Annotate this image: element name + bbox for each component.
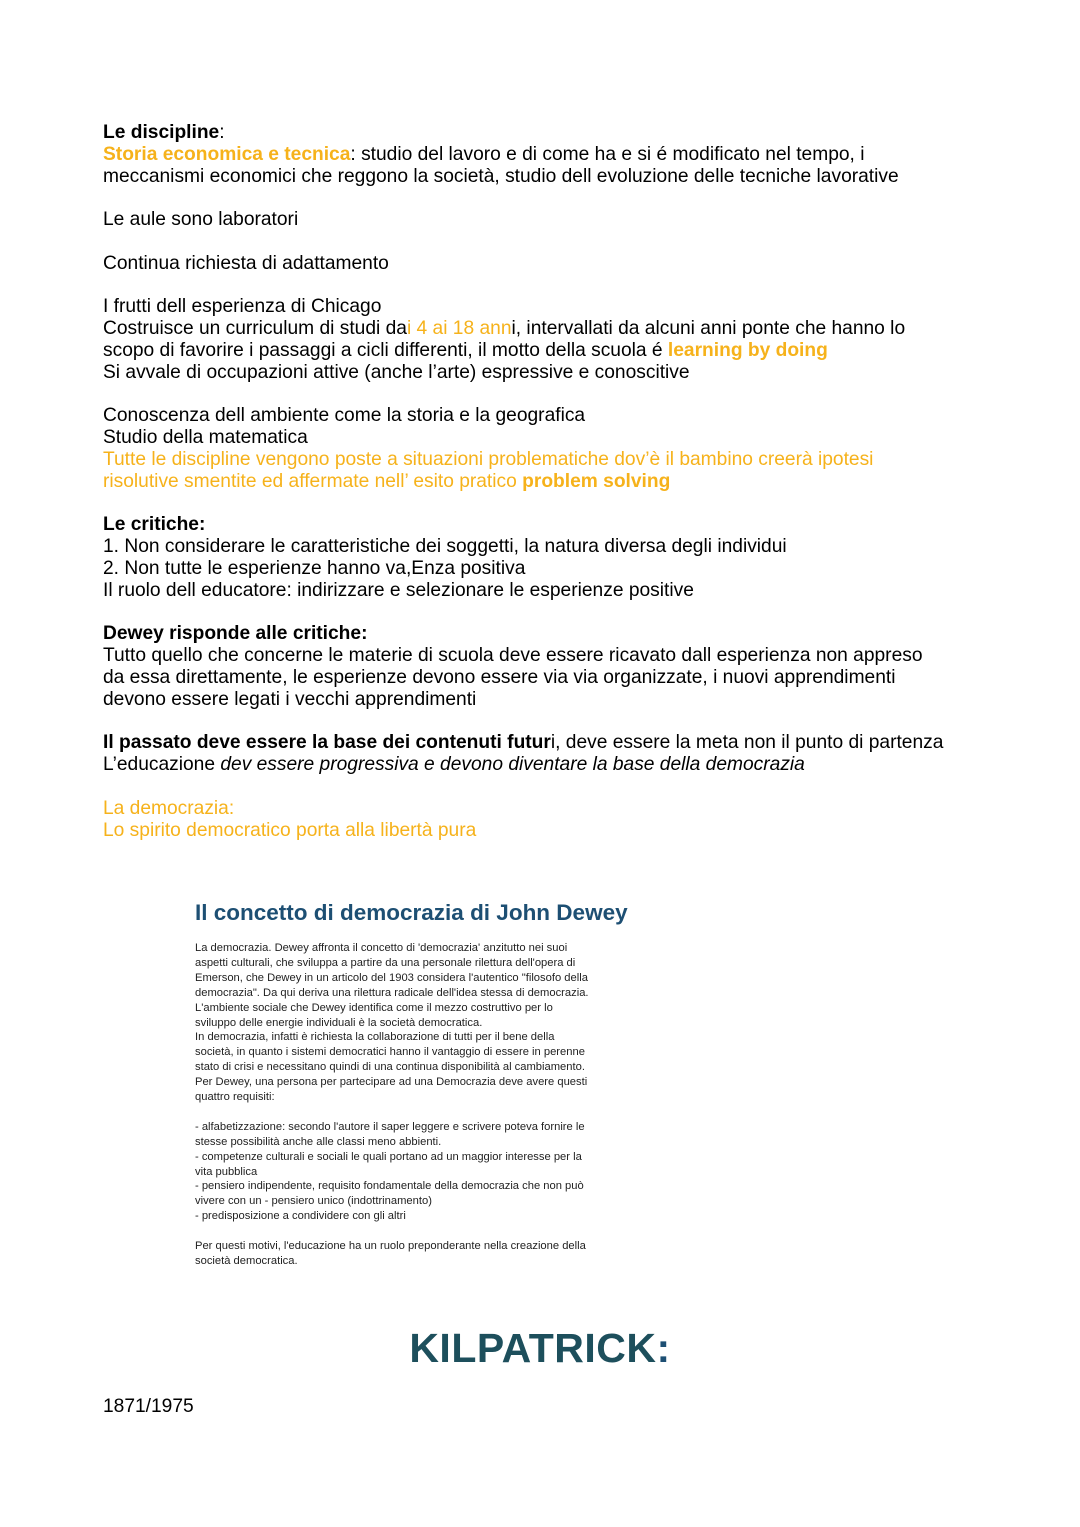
conclusione-line: Per questi motivi, l'educazione ha un ruolo preponderante nella creazione della	[195, 1240, 586, 1253]
dewey-line-1: Tutto quello che concerne le materie di scuola deve essere ricavato dall esperienza non appreso	[103, 645, 923, 667]
critiche-heading: Le critiche:	[103, 514, 206, 536]
dewey-line-2: da essa direttamente, le esperienze devono essere via via organizzate, i nuovi apprendimenti	[103, 666, 896, 688]
requisito-line: - competenze culturali e sociali le quali portano ad un maggior interesse per la	[195, 1150, 582, 1163]
critica-2: 2. Non tutte le esperienze hanno va,Enza positiva	[103, 557, 526, 579]
aule-line: Le aule sono laboratori	[103, 209, 299, 231]
requisito-line: - alfabetizzazione: secondo l'autore il saper leggere e scrivere poteva fornire le	[195, 1120, 585, 1133]
critica-1: 1. Non considerare le caratteristiche dei soggetti, la natura diversa degli individui	[103, 536, 787, 558]
requisito-line: vivere con un - pensiero unico (indottrinamento)	[195, 1195, 432, 1208]
motto: learning by doing	[667, 339, 828, 361]
article-line: democrazia". Da qui deriva una rilettura radicale dell'idea stessa di democrazia.	[195, 986, 589, 999]
democrazia-text: Lo spirito democratico porta alla libertà pura	[103, 819, 477, 841]
discipline-heading: Le discipline:	[103, 122, 225, 143]
adattamento-line: Continua richiesta di adattamento	[103, 252, 389, 274]
democrazia-heading: La democrazia:	[103, 797, 235, 819]
frutti-line: I frutti dell esperienza di Chicago	[103, 296, 382, 318]
curriculum-line-2: scopo di favorire i passaggi a cicli differenti, il motto della scuola é learning by doing	[103, 339, 828, 361]
article-line: stato di crisi e necessitano quindi di una continua disponibilità al cambiamento.	[195, 1061, 585, 1074]
educatore-line: Il ruolo dell educatore: indirizzare e selezionare le esperienze positive	[103, 579, 694, 601]
occupazioni-line: Si avvale di occupazioni attive (anche l’arte) espressive e conoscitive	[103, 361, 690, 383]
article-line: quattro requisiti:	[195, 1091, 275, 1104]
dewey-article	[195, 899, 665, 1269]
problem-line: Tutte le discipline vengono poste a situazioni problematiche dov’è il bambino creerà ipotesi	[103, 448, 874, 470]
article-line: sviluppo delle energie individuali è la società democratica.	[195, 1016, 483, 1029]
conoscenza-line: Conoscenza dell ambiente come la storia e la geografica	[103, 405, 586, 427]
storia-line: Storia economica e tecnica: studio del lavoro e di come ha e si é modificato nel tempo, i	[103, 143, 865, 165]
article-body	[195, 941, 665, 1269]
requisito-line: vita pubblica	[195, 1165, 258, 1178]
educazione-line: L’educazione dev essere progressiva e devono diventare la base della democrazia	[103, 754, 805, 776]
article-line: La democrazia. Dewey affronta il concetto di 'democrazia' anzitutto nei suoi	[195, 942, 568, 954]
article-line: In democrazia, infatti è richiesta la collaborazione di tutti per il bene della	[195, 1031, 555, 1044]
dewey-heading: Dewey risponde alle critiche:	[103, 623, 368, 645]
notes-section	[103, 122, 1003, 841]
storia-label: Storia economica e tecnica	[103, 143, 351, 165]
conclusione-line: società democratica.	[195, 1255, 298, 1267]
dewey-line-3: devono essere legati i vecchi apprendimenti	[103, 688, 477, 710]
article-line: società, in quanto i sistemi democratici hanno il vantaggio di essere in perenne	[195, 1046, 585, 1059]
article-line: Emerson, che Dewey in un articolo del 1903 considera l'autentico "filosofo della	[195, 971, 588, 984]
requisito-line: stesse possibilità anche alle classi meno abbienti.	[195, 1135, 442, 1148]
storia-line-2: meccanismi economici che reggono la società, studio dell evoluzione delle tecniche lavorative	[103, 165, 899, 187]
requisito-line: - pensiero indipendente, requisito fondamentale della democrazia che non può	[195, 1180, 584, 1193]
requisito-line: - predisposizione a condividere con gli altri	[195, 1210, 406, 1223]
kilpatrick-dates: 1871/1975	[103, 1396, 194, 1417]
article-line: Per Dewey, una persona per partecipare ad una Democrazia deve avere questi	[195, 1076, 588, 1089]
matematica-line: Studio della matematica	[103, 427, 308, 449]
problem-line-2: risolutive smentite ed affermate nell’ esito pratico problem solving	[103, 470, 671, 492]
article-title: Il concetto di democrazia di John Dewey	[195, 900, 628, 925]
article-line: L'ambiente sociale che Dewey identifica come il mezzo costruttivo per lo	[195, 1001, 553, 1014]
kilpatrick-heading: KILPATRICK:	[409, 1325, 671, 1371]
curriculum-line: Costruisce un curriculum di studi dai 4 ai 18 anni, intervallati da alcuni anni ponte che hanno lo	[103, 318, 906, 340]
article-line: aspetti culturali, che sviluppa a partire da una personale rilettura dell'opera di	[195, 956, 576, 969]
passato-line: Il passato deve essere la base dei contenuti futuri, deve essere la meta non il punto di partenza	[103, 732, 944, 754]
